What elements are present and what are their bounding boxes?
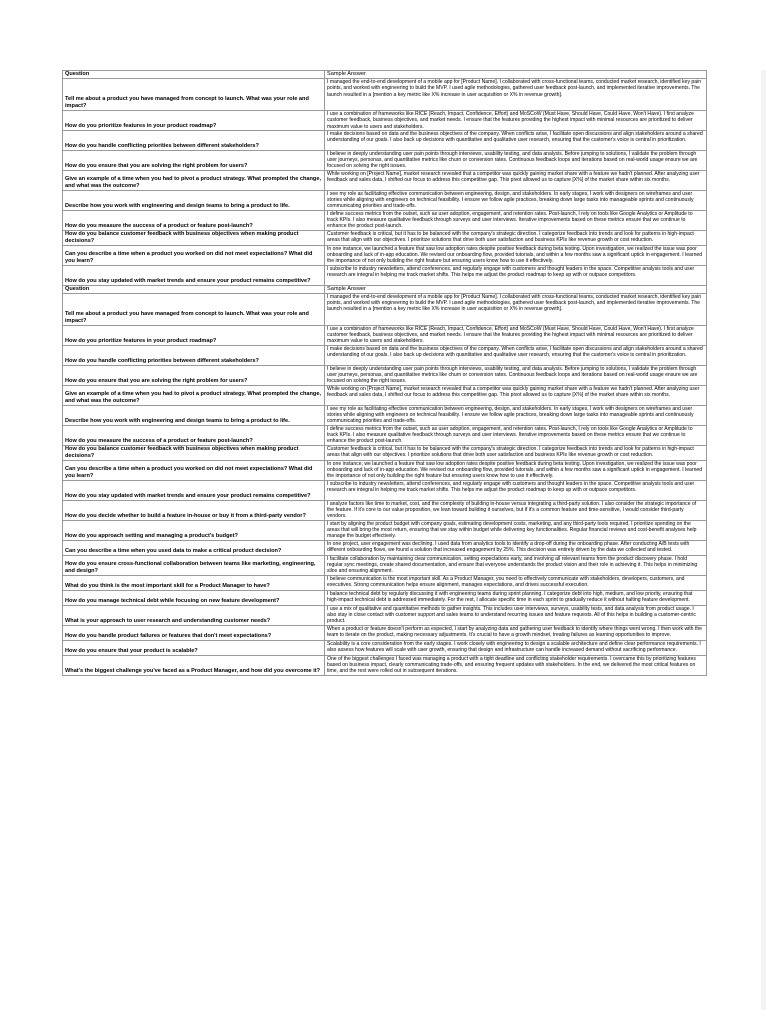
answer-cell[interactable]: I see my role as facilitating effective communication between engineering, design, and stakeholders. In early stages, I work with designers on wireframes and user stories while aligning with engineers on technical feasibility. I ensure we follow agile practices, breaking down large tasks into manageable sprints and continuously communicating priorities and trade-offs. <box>325 190 707 210</box>
question-cell[interactable]: Can you describe a time when a product you worked on did not meet expectations? What did you learn? <box>63 245 325 265</box>
header-row <box>63 285 707 293</box>
table-row <box>63 555 707 575</box>
answer-cell[interactable]: Customer feedback is critical, but it has to be balanced with the company's strategic direction. I categorize feedback into trends and look for patterns in high-impact areas that align with our objectives. I prioritize solutions that drive both user satisfaction and business KPIs like revenue growth or cost reduction. <box>325 445 707 460</box>
table-row <box>63 130 707 150</box>
table-row <box>63 655 707 675</box>
question-cell[interactable]: How do you handle product failures or features that don't meet expectations? <box>63 625 325 640</box>
question-cell[interactable]: How do you prioritize features in your product roadmap? <box>63 325 325 345</box>
table-row <box>63 480 707 500</box>
table-row <box>63 575 707 590</box>
question-cell[interactable]: How do you balance customer feedback with business objectives when making product decisions? <box>63 445 325 460</box>
table-row <box>63 365 707 385</box>
question-cell[interactable]: How do you ensure that you are solving the right problem for users? <box>63 365 325 385</box>
table-row <box>63 230 707 245</box>
table-row <box>63 150 707 170</box>
table-row <box>63 640 707 655</box>
table-row <box>63 245 707 265</box>
answer-cell[interactable]: In one project, user engagement was declining. I used data from analytics tools to identify a drop-off during the onboarding phase. After conducting A/B tests with different onboarding flows, we found a solution that increased engagement by 25%. This decision was entirely driven by the data we collected and tested. <box>325 540 707 555</box>
question-cell[interactable]: How do you measure the success of a product or feature post-launch? <box>63 210 325 230</box>
question-cell[interactable]: How do you stay updated with market trends and ensure your product remains competitive? <box>63 265 325 285</box>
answer-cell[interactable]: I use a mix of qualitative and quantitative methods to gather insights. This includes user interviews, surveys, usability tests, and data analysis from product usage. I also stay in close contact with customer support and sales teams to understand recurring issues and feature requests. All of this helps in building a customer-centric product. <box>325 605 707 625</box>
answer-cell[interactable]: Scalability is a core consideration from the early stages. I work closely with engineering to design a scalable architecture and define clear performance requirements. I also assess how features will scale with user growth, ensuring that design and infrastructure can handle increased demand without sacrificing performance. <box>325 640 707 655</box>
answer-cell[interactable]: One of the biggest challenges I faced was managing a product with a tight deadline and conflicting stakeholder requirements. I overcame this by prioritizing features based on business impact, clearly communicating trade-offs, and ensuring frequent updates with stakeholders. In the end, we delivered the most critical features on time, and the rest were rolled out in subsequent iterations. <box>325 655 707 675</box>
table-row <box>63 445 707 460</box>
answer-cell[interactable]: I analyze factors like time to market, cost, and the complexity of building in-house versus integrating a third-party solution. I also consider the strategic importance of the feature. If it's core to our value proposition, we lean toward building it ourselves, but if it's a common feature and time-sensitive, I would consider third-party vendors. <box>325 500 707 520</box>
table-row <box>63 460 707 480</box>
table-row <box>63 190 707 210</box>
answer-cell[interactable]: I facilitate collaboration by maintaining clear communication, setting expectations early, and involving all relevant teams from the product discovery phase. I hold regular sync meetings, create shared documentation, and ensure that everyone understands the product vision and their role in achieving it. This helps in minimizing silos and ensuring alignment. <box>325 555 707 575</box>
answer-cell[interactable]: While working on [Project Name], market research revealed that a competitor was quickly gaining market share with a feature we hadn't planned. After analyzing user feedback and sales data, I shifted our focus to address this competitive gap. This pivot allowed us to capture [X%] of the market share within six months. <box>325 170 707 190</box>
table-row <box>63 111 707 131</box>
question-cell[interactable]: How do you handle conflicting priorities between different stakeholders? <box>63 345 325 365</box>
question-cell[interactable]: Describe how you work with engineering and design teams to bring a product to life. <box>63 405 325 425</box>
question-cell[interactable]: Can you describe a time when you used data to make a critical product decision? <box>63 540 325 555</box>
question-cell[interactable]: How do you prioritize features in your product roadmap? <box>63 111 325 131</box>
answer-cell[interactable]: I define success metrics from the outset, such as user adoption, engagement, and retention rates. Post-launch, I rely on tools like Google Analytics or Amplitude to track KPIs. I also measure qualitative feedback through surveys and user interviews. Iterative improvements based on these metrics ensure that we continue to enhance the product post-launch. <box>325 425 707 445</box>
answer-cell[interactable]: I see my role as facilitating effective communication between engineering, design, and stakeholders. In early stages, I work with designers on wireframes and user stories while aligning with engineers on technical feasibility. I ensure we follow agile practices, breaking down large tasks into manageable sprints and continuously communicating priorities and trade-offs. <box>325 405 707 425</box>
vertical-scrollbar[interactable] <box>761 70 766 1010</box>
question-cell[interactable]: How do you approach setting and managing a product's budget? <box>63 520 325 540</box>
answer-cell[interactable]: I make decisions based on data and the business objectives of the company. When conflicts arise, I facilitate open discussions and align stakeholders around a shared understanding of our goals. I also back up decisions with quantitative and qualitative user research, ensuring that the customer's voice is central in prioritization. <box>325 345 707 365</box>
question-cell[interactable]: Give an example of a time when you had to pivot a product strategy. What prompted the change, and what was the outcome? <box>63 385 325 405</box>
answer-cell[interactable]: I believe communication is the most important skill. As a Product Manager, you need to effectively communicate with stakeholders, developers, customers, and executives. Strong communication helps ensure alignment, manages expectations, and drives successful execution. <box>325 575 707 590</box>
question-cell[interactable]: Describe how you work with engineering and design teams to bring a product to life. <box>63 190 325 210</box>
table-row <box>63 500 707 520</box>
question-cell[interactable]: How do you decide whether to build a feature in-house or buy it from a third-party vendor? <box>63 500 325 520</box>
header-row <box>63 71 707 79</box>
answer-cell[interactable]: I use a combination of frameworks like RICE (Reach, Impact, Confidence, Effort) and MoSCoW (Must Have, Should Have, Could Have, Won't Have). I first analyze customer feedback, business objectives, and market needs. I ensure that the features providing the highest impact with minimal resources are prioritized to deliver maximum value to users and stakeholders. <box>325 325 707 345</box>
table-row <box>63 325 707 345</box>
table-row <box>63 425 707 445</box>
table-row <box>63 590 707 605</box>
table-row <box>63 520 707 540</box>
question-cell[interactable]: How do you ensure cross-functional collaboration between teams like marketing, engineering, and design? <box>63 555 325 575</box>
header-question[interactable]: Question <box>63 71 325 79</box>
question-cell[interactable]: How do you measure the success of a product or feature post-launch? <box>63 425 325 445</box>
answer-cell[interactable]: Customer feedback is critical, but it has to be balanced with the company's strategic direction. I categorize feedback into trends and look for patterns in high-impact areas that align with our objectives. I prioritize solutions that drive both user satisfaction and business KPIs like revenue growth or cost reduction. <box>325 230 707 245</box>
answer-cell[interactable]: I use a combination of frameworks like RICE (Reach, Impact, Confidence, Effort) and MoSCoW (Must Have, Should Have, Could Have, Won't Have). I first analyze customer feedback, business objectives, and market needs. I ensure that the features providing the highest impact with minimal resources are prioritized to deliver maximum value to users and stakeholders. <box>325 111 707 131</box>
question-cell[interactable]: Can you describe a time when a product you worked on did not meet expectations? What did you learn? <box>63 460 325 480</box>
answer-cell[interactable]: I balance technical debt by regularly discussing it with engineering teams during sprint planning. I categorize debt into high, medium, and low priority, ensuring that high-impact technical debt is addressed immediately. For the rest, I allocate specific time in each sprint to gradually reduce it without halting feature development. <box>325 590 707 605</box>
answer-cell[interactable]: I believe in deeply understanding user pain points through interviews, usability testing, and data analysis. Before jumping to solutions, I validate the problem through user journeys, personas, and quantitative metrics like churn or conversion rates. Continuous feedback loops and iterations based on real-world usage ensure we are focused on solving the right issues. <box>325 150 707 170</box>
table-row <box>63 405 707 425</box>
question-cell[interactable]: Tell me about a product you have managed from concept to launch. What was your role and impact? <box>63 79 325 111</box>
header-answer[interactable]: Sample Answer <box>325 285 707 293</box>
question-cell[interactable]: How do you stay updated with market trends and ensure your product remains competitive? <box>63 480 325 500</box>
table-row <box>63 293 707 325</box>
question-cell[interactable]: How do you manage technical debt while focusing on new feature development? <box>63 590 325 605</box>
question-cell[interactable]: What is your approach to user research and understanding customer needs? <box>63 605 325 625</box>
question-cell[interactable]: How do you balance customer feedback with business objectives when making product decisions? <box>63 230 325 245</box>
question-cell[interactable]: What's the biggest challenge you've faced as a Product Manager, and how did you overcome it? <box>63 655 325 675</box>
answer-cell[interactable]: I make decisions based on data and the business objectives of the company. When conflicts arise, I facilitate open discussions and align stakeholders around a shared understanding of our goals. I also back up decisions with quantitative and qualitative user research, ensuring that the customer's voice is central in prioritization. <box>325 130 707 150</box>
answer-cell[interactable]: In one instance, we launched a feature that saw low adoption rates despite positive feedback during beta testing. Upon investigation, we realized the issue was poor onboarding and lack of in-app education. We revised our onboarding flow, provided tutorials, and within a few months saw a significant uptick in engagement. I learned the importance of not only building the right feature but ensuring users know how to use it effectively. <box>325 460 707 480</box>
header-question[interactable]: Question <box>63 285 325 293</box>
answer-cell[interactable]: I start by aligning the product budget with company goals, estimating development costs, marketing, and any third-party tools required. I prioritize spending on the areas that will bring the most return, ensuring that we stay within budget while delivering key functionalities. Regular financial reviews and cost-benefit analyses help manage the budget effectively. <box>325 520 707 540</box>
question-cell[interactable]: Give an example of a time when you had to pivot a product strategy. What prompted the change, and what was the outcome? <box>63 170 325 190</box>
question-cell[interactable]: How do you ensure that you are solving the right problem for users? <box>63 150 325 170</box>
table-row <box>63 625 707 640</box>
question-cell[interactable]: What do you think is the most important skill for a Product Manager to have? <box>63 575 325 590</box>
table-row <box>63 170 707 190</box>
answer-cell[interactable]: I managed the end-to-end development of a mobile app for [Product Name]. I collaborated with cross-functional teams, conducted market research, identified key pain points, and worked with engineering to build the MVP. I used agile methodologies, gathered user feedback post-launch, and implemented iterative improvements. The launch resulted in a [mention a key metric like X% increase in user acquisition or X% in revenue growth]. <box>325 293 707 325</box>
answer-cell[interactable]: I define success metrics from the outset, such as user adoption, engagement, and retention rates. Post-launch, I rely on tools like Google Analytics or Amplitude to track KPIs. I also measure qualitative feedback through surveys and user interviews. Iterative improvements based on these metrics ensure that we continue to enhance the product post-launch. <box>325 210 707 230</box>
table-row <box>63 79 707 111</box>
answer-cell[interactable]: I believe in deeply understanding user pain points through interviews, usability testing, and data analysis. Before jumping to solutions, I validate the problem through user journeys, personas, and quantitative metrics like churn or conversion rates. Continuous feedback loops and iterations based on real-world usage ensure we are focused on solving the right issues. <box>325 365 707 385</box>
table-row <box>63 540 707 555</box>
answer-cell[interactable]: When a product or feature doesn't perform as expected, I start by analyzing data and gathering user feedback to identify where things went wrong. I then work with the team to iterate on the product, making necessary adjustments. It's crucial to have a growth mindset, treating failures as learning opportunities to improve. <box>325 625 707 640</box>
table-row <box>63 210 707 230</box>
question-cell[interactable]: Tell me about a product you have managed from concept to launch. What was your role and impact? <box>63 293 325 325</box>
answer-cell[interactable]: I subscribe to industry newsletters, attend conferences, and regularly engage with customers and thought leaders in the space. Competitive analysis tools and user research are integral in helping me track market shifts. This helps me adjust the product roadmap to keep up with or outpace competitors. <box>325 265 707 285</box>
question-cell[interactable]: How do you handle conflicting priorities between different stakeholders? <box>63 130 325 150</box>
table-row <box>63 345 707 365</box>
answer-cell[interactable]: I managed the end-to-end development of a mobile app for [Product Name]. I collaborated with cross-functional teams, conducted market research, identified key pain points, and worked with engineering to build the MVP. I used agile methodologies, gathered user feedback post-launch, and implemented iterative improvements. The launch resulted in a [mention a key metric like X% increase in user acquisition or X% in revenue growth]. <box>325 79 707 111</box>
answer-cell[interactable]: While working on [Project Name], market research revealed that a competitor was quickly gaining market share with a feature we hadn't planned. After analyzing user feedback and sales data, I shifted our focus to address this competitive gap. This pivot allowed us to capture [X%] of the market share within six months. <box>325 385 707 405</box>
answer-cell[interactable]: I subscribe to industry newsletters, attend conferences, and regularly engage with customers and thought leaders in the space. Competitive analysis tools and user research are integral in helping me track market shifts. This helps me adjust the product roadmap to keep up with or outpace competitors. <box>325 480 707 500</box>
table-row <box>63 265 707 285</box>
question-cell[interactable]: How do you ensure that your product is scalable? <box>63 640 325 655</box>
table-row <box>63 605 707 625</box>
answer-cell[interactable]: In one instance, we launched a feature that saw low adoption rates despite positive feedback during beta testing. Upon investigation, we realized the issue was poor onboarding and lack of in-app education. We revised our onboarding flow, provided tutorials, and within a few months saw a significant uptick in engagement. I learned the importance of not only building the right feature but ensuring users know how to use it effectively. <box>325 245 707 265</box>
table-row <box>63 385 707 405</box>
header-answer[interactable]: Sample Answer <box>325 71 707 79</box>
question-answer-table <box>62 70 707 676</box>
